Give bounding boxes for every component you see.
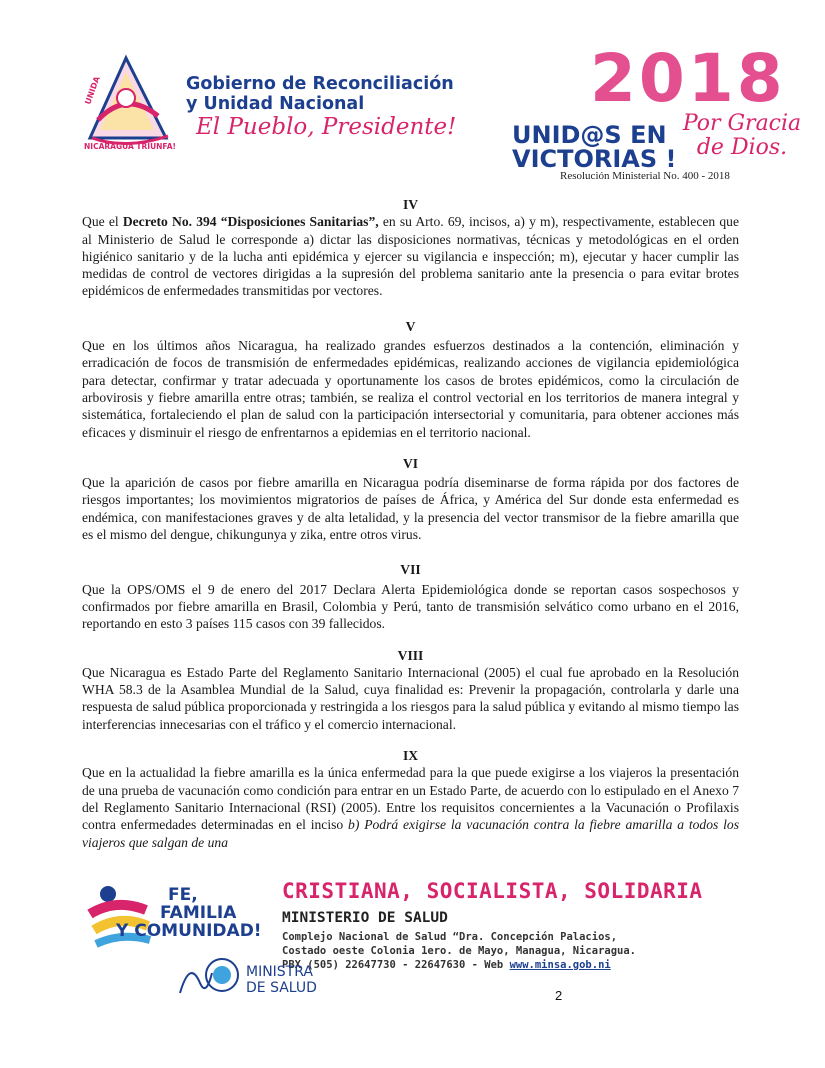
unidos-line1: UNID@S EN bbox=[512, 121, 667, 149]
minsa-line2: DE SALUD bbox=[246, 980, 317, 996]
fe-line2: FAMILIA bbox=[160, 903, 237, 923]
address-line2: Costado oeste Colonia 1ero. de Mayo, Managua, Nicaragua. bbox=[282, 945, 637, 957]
section-paragraph bbox=[82, 213, 739, 299]
page-number: 2 bbox=[555, 988, 563, 1003]
website-link[interactable]: www.minsa.gob.ni bbox=[509, 959, 611, 971]
paragraph-italic: b) Podrá exigirse la vacunación contra la fiebre amarilla a todos los viajeros que salgan de una bbox=[82, 817, 739, 850]
minsa-seal-icon bbox=[176, 953, 246, 1003]
decree-reference: Decreto No. 394 “Disposiciones Sanitarias”, bbox=[122, 214, 379, 230]
section-paragraph: Que la OPS/OMS el 9 de enero del 2017 Declara Alerta Epidemiológica donde se reportan casos sospechosos y confirmados por fiebre amarilla en Brasil, Colombia y Perú, tanto de transmisión selvático como urbano en el 2016, reportando en esto 3 países 115 casos con 39 fallecidos. bbox=[82, 581, 739, 632]
fe-line1: FE, bbox=[168, 885, 198, 905]
government-title bbox=[186, 74, 506, 114]
section-numeral: VIII bbox=[397, 647, 424, 663]
minsa-line1: MINISTRA bbox=[246, 964, 313, 980]
government-slogan: El Pueblo, Presidente! bbox=[196, 114, 457, 140]
por-gracia-line1: Por Gracia bbox=[682, 111, 802, 136]
fe-familia-comunidad bbox=[116, 885, 262, 941]
section-numeral: V bbox=[405, 318, 416, 334]
section-numeral: VI bbox=[402, 455, 419, 471]
section-numeral: VII bbox=[400, 562, 421, 578]
paragraph-text: en su Arto. 69, incisos, a) y m), respectivamente, establecen que al Ministerio de Salud le corresponde a) dictar las disposiciones normativas, técnicas y metodológicas en el orden higiénico sanitario y de la lucha anti epidémica y ejercer su vigilancia e inspección; m), ejecutar y hacer cumplir las medidas de control de vectores dirigidas a la supresión del problema sanitario ante la presencia o para evitar brotes epidémicos de enfermedades transmitidas por vectores. bbox=[82, 214, 739, 299]
unidos-line2: VICTORIAS ! bbox=[512, 145, 677, 173]
por-gracia-line2: de Dios. bbox=[696, 135, 788, 160]
section-paragraph bbox=[82, 764, 739, 850]
ministry-address bbox=[282, 930, 702, 972]
government-title-line1: Gobierno de Reconciliación bbox=[186, 74, 454, 94]
section-paragraph: Que la aparición de casos por fiebre amarilla en Nicaragua podría diseminarse de forma rápida por dos factores de riesgos importantes; los movimientos migratorios de países de África, y América del Sur donde esta enfermedad es endémica, con manifestaciones graves y de alta letalidad, y la presencia del vector transmisor de la fiebre amarilla que es el mismo del dengue, chikungunya y zika, entre otros virus. bbox=[82, 475, 739, 543]
paragraph-text: Que en la actualidad la fiebre amarilla es la única enfermedad para la que puede exigirse a los viajeros la presentación de una prueba de vacunación como condición para entrar en un Estado Parte, de acuerdo con lo estipulado en el Anexo 7 del Reglamento Sanitario Internacional (RSI) (2005). Entre los requisitos concernientes a la Vacunación o Profilaxis contra enfermedades determinadas en el inciso bbox=[82, 765, 739, 833]
fe-line3: Y COMUNIDAD! bbox=[116, 921, 262, 941]
address-line1: Complejo Nacional de Salud “Dra. Concepción Palacios, bbox=[282, 931, 618, 943]
nicaragua-triunfa-logo: UNIDA NICARAGUA TRIUNFA! bbox=[78, 50, 190, 162]
unidos-en-victorias bbox=[512, 123, 682, 171]
section-numeral: IV bbox=[402, 197, 419, 212]
ministra-de-salud bbox=[246, 964, 317, 996]
phone-numbers: PBX (505) 22647730 - 22647630 - Web bbox=[282, 959, 510, 971]
address-line3 bbox=[282, 958, 702, 972]
section-paragraph: Que Nicaragua es Estado Parte del Reglamento Sanitario Internacional (2005) el cual fue aprobado en la Resolución WHA 58.3 de la Asamblea Mundial de la Salud, cuya finalidad es: Prevenir la propagación, controlarla y darle una respuesta de salud pública proporcionada y restringida a los riesgos para la salud pública y evitando al mismo tiempo las interferencias innecesarias con el tráfico y el comercio internacional. bbox=[82, 664, 739, 732]
paragraph-text: Que el bbox=[82, 214, 123, 230]
ministerio-de-salud-heading: MINISTERIO DE SALUD bbox=[282, 910, 448, 926]
document-body bbox=[82, 196, 739, 861]
por-gracia-de-dios bbox=[672, 112, 812, 160]
cristiana-socialista-solidaria: CRISTIANA, SOCIALISTA, SOLIDARIA bbox=[282, 879, 703, 903]
section-numeral: IX bbox=[402, 748, 419, 764]
section-paragraph: Que en los últimos años Nicaragua, ha realizado grandes esfuerzos destinados a la contención, eliminación y erradicación de focos de transmisión de enfermedades epidémicas, realizando acciones de vigilancia epidemiológica para detectar, confirmar y tratar adecuada y oportunamente los casos de brotes epidémicos, como la circulación de arbovirosis y fiebre amarilla entre otras; también, se realiza el control vectorial en los territorios de manera integral y sistemática, fortaleciendo el plan de salud con la participación intersectorial y comunitaria, para obtener acciones más eficaces y disminuir el riesgo de enfrentarnos a epidemias en el territorio nacional. bbox=[82, 338, 739, 440]
year-banner: 2018 bbox=[590, 40, 786, 117]
resolution-number: Resolución Ministerial No. 400 - 2018 bbox=[560, 170, 730, 182]
government-title-line2: y Unidad Nacional bbox=[186, 94, 365, 114]
